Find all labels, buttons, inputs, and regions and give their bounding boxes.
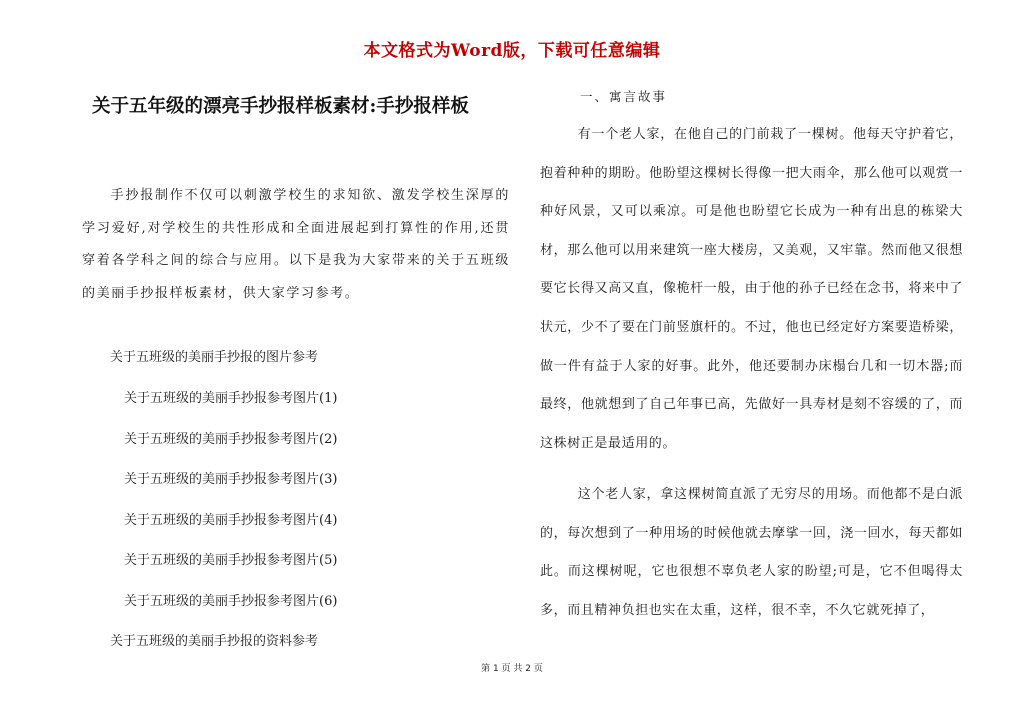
page-title: 关于五年级的漂亮手抄报样板素材:手抄报样板 bbox=[92, 96, 469, 117]
reference-item: 关于五班级的美丽手抄报参考图片(4) bbox=[124, 513, 338, 528]
reference-item: 关于五班级的美丽手抄报参考图片(1) bbox=[124, 391, 338, 406]
reference-item: 关于五班级的美丽手抄报参考图片(2) bbox=[124, 432, 338, 447]
section-heading: 一、寓言故事 bbox=[580, 89, 668, 104]
story-paragraph: 有一个老人家，在他自己的门前栽了一棵树。他每天守护着它，抱着种种的期盼。他盼望这棵树长得像一把大雨伞，那么他可以观赏一种好风景，又可以乘凉。可是他也盼望它长成为一种有出息的栋梁大材，那么他可以用来建筑一座大楼房，又美观，又牢靠。然而他又很想要它长得又高又直，像桅杆一般，由于他的孙子已经在念书，将来中了状元，少不了要在门前竖旗杆的。不过，他也已经定好方案要造桥梁，做一件有益于人家的好事。此外，他还要制办床榻台几和一切木器;而最终，他就想到了自己年事已高，先做好一具寿材是刻不容缓的了，而这株树正是最适用的。 bbox=[540, 127, 963, 451]
story-paragraph: 这个老人家，拿这棵树简直派了无穷尽的用场。而他都不是白派的，每次想到了一种用场的时候他就去摩挲一回，浇一回水，每天都如此。而这棵树呢，它也很想不辜负老人家的盼望;可是，它不但喝得太多，而且精神负担也实在太重，这样，很不幸，不久它就死掉了， bbox=[540, 487, 963, 618]
reference-item: 关于五班级的美丽手抄报参考图片(6) bbox=[124, 594, 338, 609]
download-banner: 本文格式为Word版，下载可任意编辑 bbox=[363, 41, 661, 61]
resources-heading: 关于五班级的美丽手抄报的资料参考 bbox=[110, 634, 319, 649]
page-footer: 第 1 页 共 2 页 bbox=[481, 664, 543, 674]
intro-paragraph: 手抄报制作不仅可以刺激学校生的求知欲、激发学校生深厚的学习爱好,对学校生的共性形成和全面进展起到打算性的作用,还贯穿着各学科之间的综合与应用。以下是我为大家带来的关于五班级的美丽手抄报样板素材，供大家学习参考。 bbox=[82, 188, 510, 301]
reference-item: 关于五班级的美丽手抄报参考图片(5) bbox=[124, 553, 338, 568]
reference-item: 关于五班级的美丽手抄报参考图片(3) bbox=[124, 472, 338, 487]
reference-heading: 关于五班级的美丽手抄报的图片参考 bbox=[110, 350, 319, 365]
